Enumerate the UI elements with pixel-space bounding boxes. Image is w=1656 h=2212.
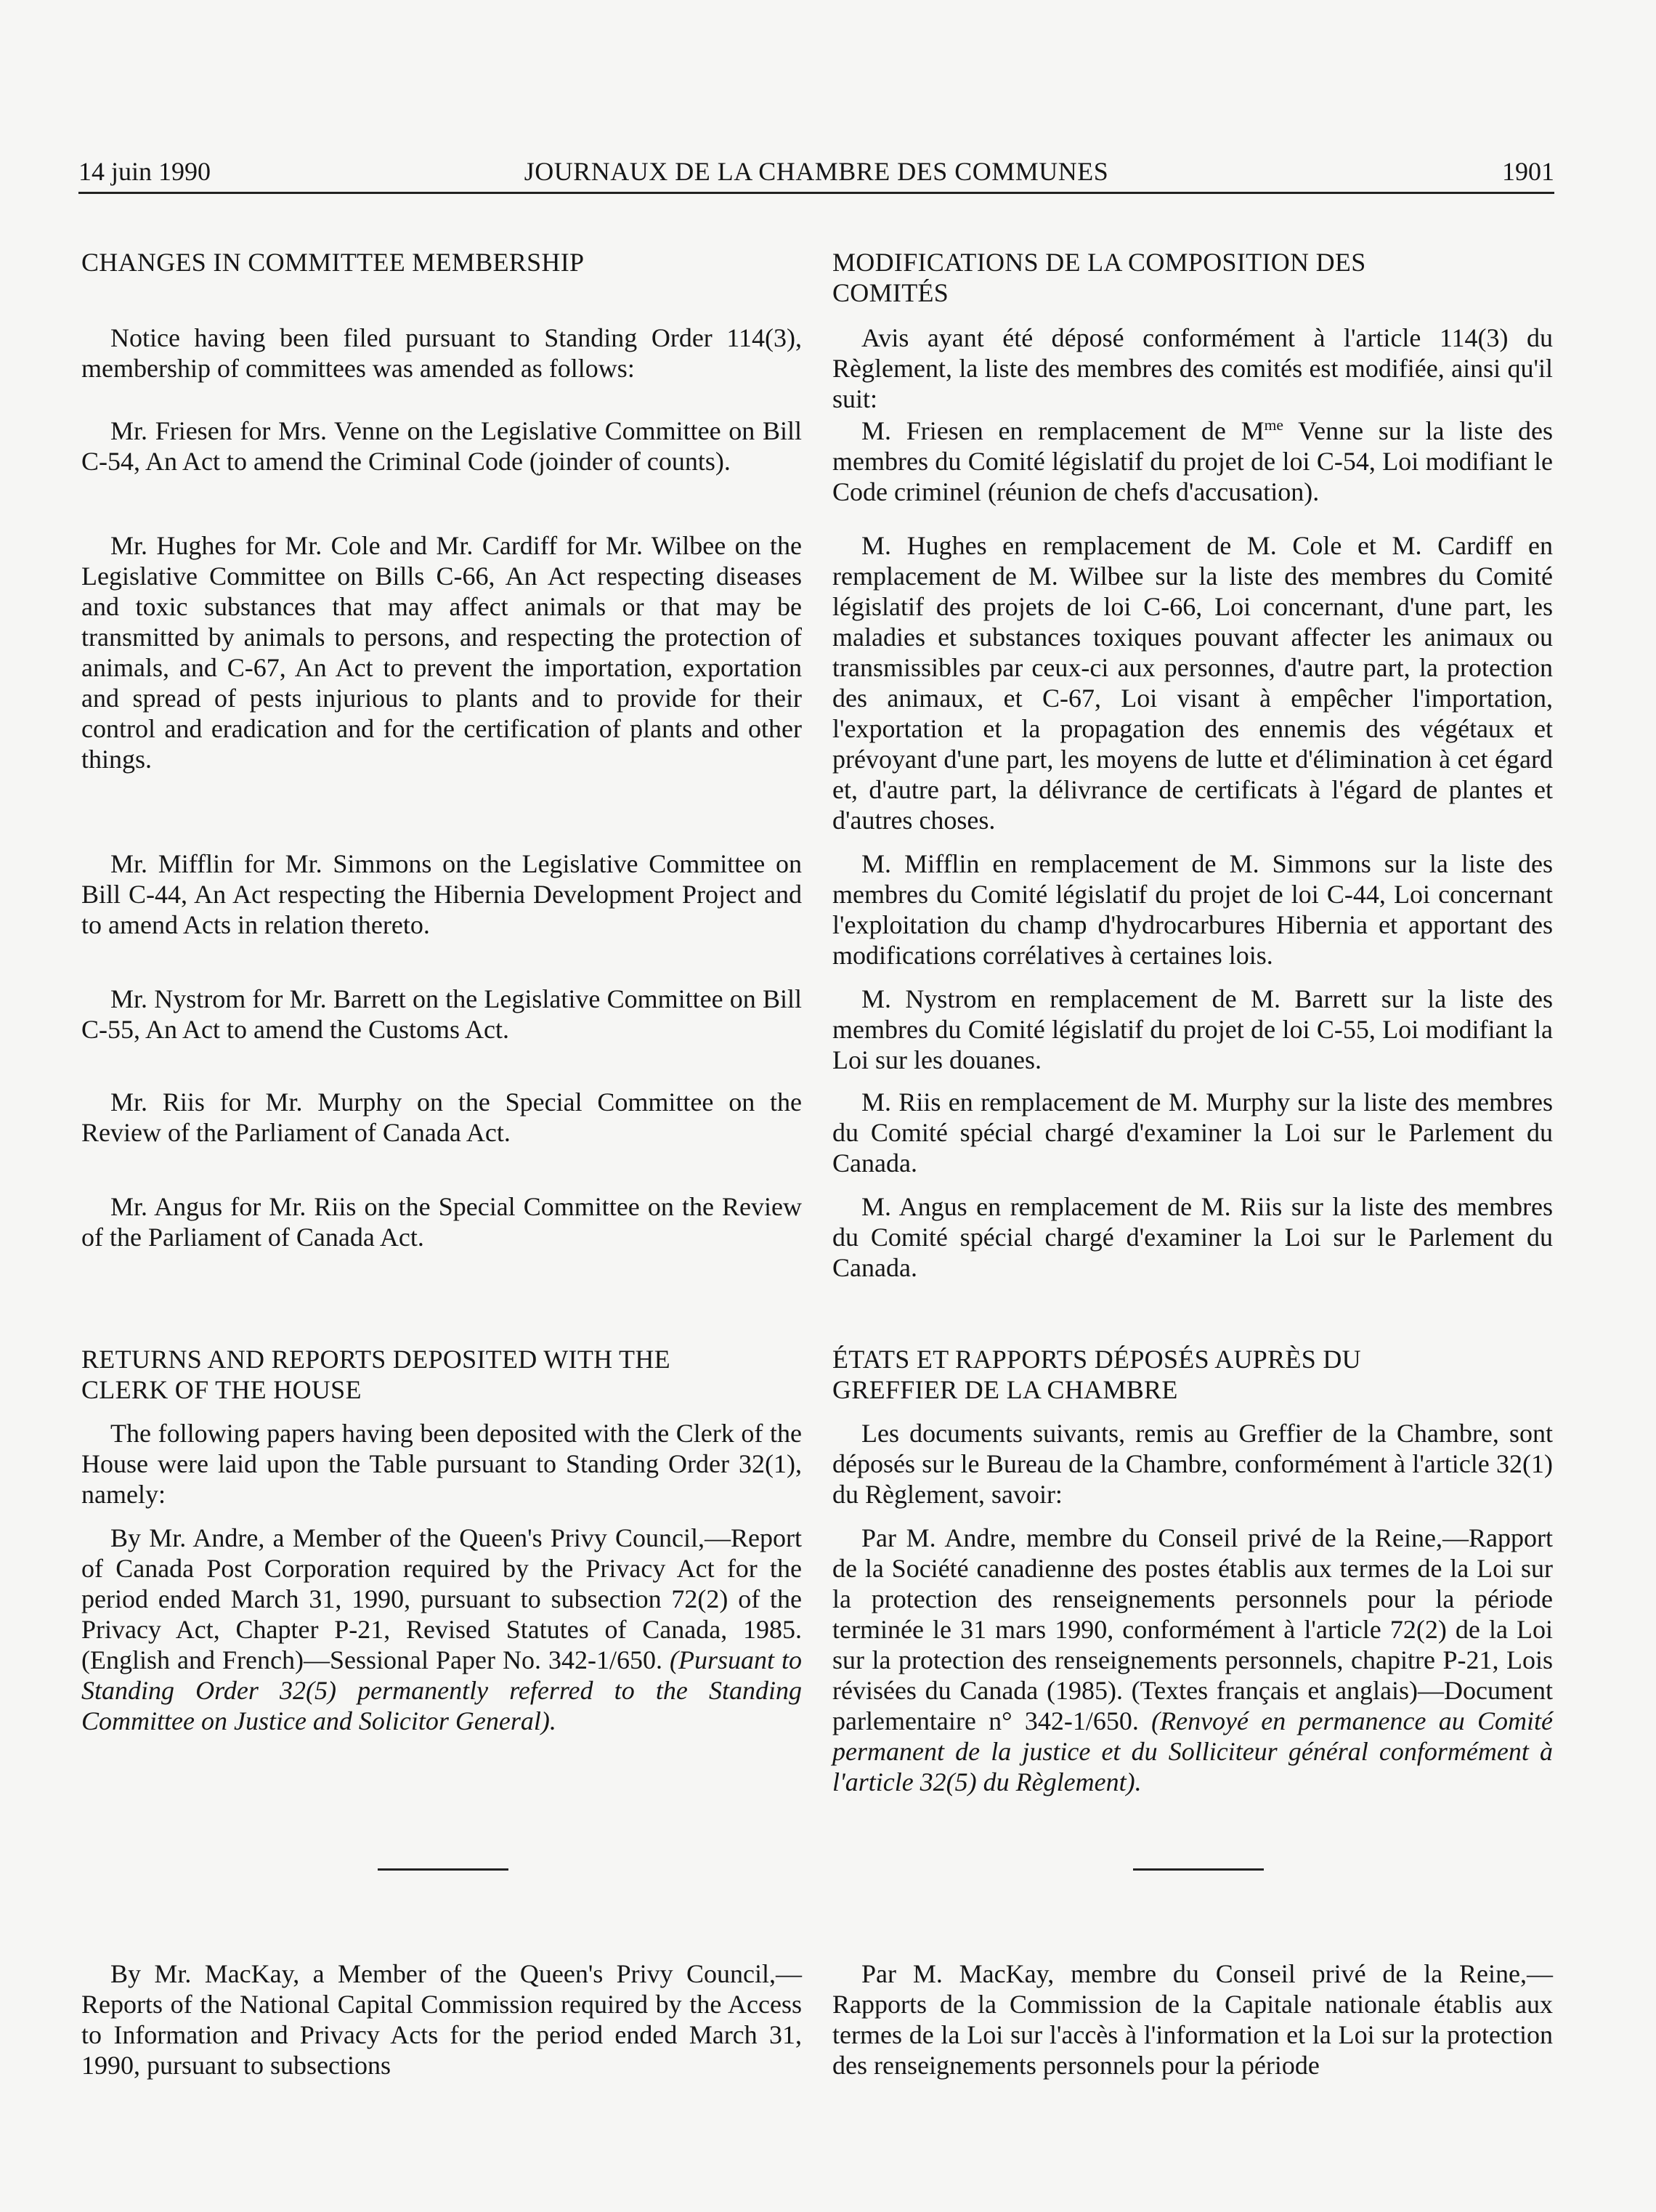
change-paragraph: Mr. Mifflin for Mr. Simmons on the Legislative Committee on Bill C-44, An Act respecting the Hibernia Development Project and to amend Acts in relation thereto. xyxy=(81,849,802,939)
andre-entry-en-text xyxy=(81,1523,802,1736)
mackay-entry-fr-text: Par M. MacKay, membre du Conseil privé de la Reine,—Rapports de la Commission de la Capitale nationale établis aux termes de la Loi sur l'accès à l'information et la Loi sur la protection des renseignements personnels pour la période xyxy=(832,1959,1553,2080)
change-paragraph: Mr. Hughes for Mr. Cole and Mr. Cardiff for Mr. Wilbee on the Legislative Committee on Bills C-66, An Act respecting diseases and toxic substances that may affect animals or that may be transmitted by animals to persons, and respecting the protection of animals, and C-67, An Act to prevent the importation, exportation and spread of pests injurious to plants and to provide for their control and eradication and for the certification of plants and other things. xyxy=(81,531,802,774)
andre-entry-fr-text xyxy=(832,1523,1553,1797)
committee-heading-fr xyxy=(832,247,1553,308)
change-hughes-fr xyxy=(832,530,1553,835)
committee-heading-fr-line2: COMITÉS xyxy=(832,278,949,307)
change-paragraph: M. Mifflin en remplacement de M. Simmons sur la liste des membres du Comité législatif du projet de loi C-44, Loi concernant l'exploitation du champ d'hydrocarbures Hibernia et apportant des modifications corrélatives à certaines lois. xyxy=(832,849,1553,970)
committee-heading-fr-line1: MODIFICATIONS DE LA COMPOSITION DES xyxy=(832,248,1366,277)
change-paragraph: M. Angus en remplacement de M. Riis sur la liste des membres du Comité spécial chargé d'examiner la Loi sur le Parlement du Canada. xyxy=(832,1192,1553,1282)
returns-heading-fr-line2: GREFFIER DE LA CHAMBRE xyxy=(832,1375,1178,1404)
change-riis-fr xyxy=(832,1087,1553,1178)
returns-heading-fr-line1: ÉTATS ET RAPPORTS DÉPOSÉS AUPRÈS DU xyxy=(832,1345,1361,1374)
returns-heading-en-line1: RETURNS AND REPORTS DEPOSITED WITH THE xyxy=(81,1345,670,1374)
committee-intro-en-text: Notice having been filed pursuant to Standing Order 114(3), membership of committees was amended as follows: xyxy=(81,323,802,383)
change-riis-en xyxy=(81,1087,802,1148)
returns-heading-en xyxy=(81,1344,802,1405)
friesen-fr-superscript: me xyxy=(1264,416,1283,434)
change-friesen-fr xyxy=(832,416,1553,507)
change-paragraph: M. Hughes en remplacement de M. Cole et M. Cardiff en remplacement de M. Wilbee sur la liste des membres du Comité législatif des projets de loi C-66, Loi concernant, d'une part, les maladies et substances toxiques pouvant affecter les animaux ou transmissibles par ceux-ci aux personnes, d'autre part, la protection des animaux, et C-67, Loi visant à empêcher l'importation, l'exportation et la propagation des ennemis des végétaux et prévoyant d'une part, les moyens de lutte et d'élimination à cet égard et, d'autre part, la délivrance de certificats à l'égard de plantes et d'autres choses. xyxy=(832,531,1553,835)
change-nystrom-en xyxy=(81,984,802,1045)
committee-heading-en xyxy=(81,247,802,277)
committee-heading-en-text: CHANGES IN COMMITTEE MEMBERSHIP xyxy=(81,248,585,277)
andre-entry-en-body: By Mr. Andre, a Member of the Queen's Privy Council,—Report of Canada Post Corporation required by the Privacy Act for the period ended March 31, 1990, pursuant to subsection 72(2) of the Privacy Act, Chapter P-21, Revised Statutes of Canada, 1985. (English and French)—Sessional Paper No. 342-1/650. xyxy=(81,1523,802,1674)
section-separator-fr xyxy=(1133,1868,1264,1871)
mackay-entry-en xyxy=(81,1958,802,2081)
change-paragraph: Mr. Angus for Mr. Riis on the Special Committee on the Review of the Parliament of Canada Act. xyxy=(81,1192,802,1252)
committee-intro-fr-text: Avis ayant été déposé conformément à l'article 114(3) du Règlement, la liste des membres des comités est modifiée, ainsi qu'il suit: xyxy=(832,323,1553,413)
andre-entry-en xyxy=(81,1523,802,1736)
andre-entry-en-referral: (Pursuant to Standing Order 32(5) permanently referred to the Standing Committee on Justice and Solicitor General). xyxy=(81,1645,802,1735)
returns-intro-en-text: The following papers having been deposited with the Clerk of the House were laid upon the Table pursuant to Standing Order 32(1), namely: xyxy=(81,1419,802,1509)
header-journal-title: JOURNAUX DE LA CHAMBRE DES COMMUNES xyxy=(524,157,1109,186)
friesen-fr-part2: Venne sur la liste des membres du Comité législatif du projet de loi C-54, Loi modifiant le Code criminel (réunion de chefs d'accusation). xyxy=(832,416,1554,506)
mackay-entry-en-text: By Mr. MacKay, a Member of the Queen's Privy Council,—Reports of the National Capital Commission required by the Access to Information and Privacy Acts for the period ended March 31, 1990, pursuant to subsections xyxy=(81,1959,802,2080)
header-rule xyxy=(78,192,1554,194)
change-paragraph: M. Nystrom en remplacement de M. Barrett sur la liste des membres du Comité législatif du projet de loi C-55, Loi modifiant la Loi sur les douanes. xyxy=(832,984,1553,1074)
returns-heading-fr xyxy=(832,1344,1553,1405)
section-separator-en xyxy=(378,1868,508,1871)
change-hughes-en xyxy=(81,530,802,774)
header-date: 14 juin 1990 xyxy=(78,157,211,186)
change-mifflin-en xyxy=(81,848,802,940)
friesen-fr-part1: M. Friesen en remplacement de M xyxy=(861,416,1265,445)
change-mifflin-fr xyxy=(832,848,1553,971)
committee-intro-fr xyxy=(832,323,1553,414)
returns-intro-fr xyxy=(832,1418,1553,1510)
running-header xyxy=(78,153,1554,190)
returns-intro-fr-text: Les documents suivants, remis au Greffier de la Chambre, sont déposés sur le Bureau de la Chambre, conformément à l'article 32(1) du Règlement, savoir: xyxy=(832,1419,1553,1509)
mackay-entry-fr xyxy=(832,1958,1553,2081)
andre-entry-fr xyxy=(832,1523,1553,1797)
change-paragraph: Mr. Riis for Mr. Murphy on the Special Committee on the Review of the Parliament of Canada Act. xyxy=(81,1087,802,1147)
change-paragraph: Mr. Nystrom for Mr. Barrett on the Legislative Committee on Bill C-55, An Act to amend the Customs Act. xyxy=(81,984,802,1044)
change-angus-en xyxy=(81,1191,802,1252)
andre-entry-fr-body: Par M. Andre, membre du Conseil privé de la Reine,—Rapport de la Société canadienne des postes établis aux termes de la Loi sur la protection des renseignements personnels pour la période terminée le 31 mars 1990, conformément à l'article 72(2) de la Loi sur la protection des renseignements personnels, chapitre P-21, Lois révisées du Canada (1985). (Textes français et anglais)—Document parlementaire n° 342-1/650. xyxy=(832,1523,1553,1735)
returns-intro-en xyxy=(81,1418,802,1510)
change-nystrom-fr xyxy=(832,984,1553,1075)
header-page-number: 1901 xyxy=(1502,157,1554,186)
change-angus-fr xyxy=(832,1191,1553,1283)
change-paragraph: Mr. Friesen for Mrs. Venne on the Legislative Committee on Bill C-54, An Act to amend the Criminal Code (joinder of counts). xyxy=(81,416,802,476)
andre-entry-fr-referral: (Renvoyé en permanence au Comité permanent de la justice et du Solliciteur général conformément à l'article 32(5) du Règlement). xyxy=(832,1706,1554,1796)
returns-heading-en-line2: CLERK OF THE HOUSE xyxy=(81,1375,362,1404)
change-paragraph: M. Riis en remplacement de M. Murphy sur la liste des membres du Comité spécial chargé d'examiner la Loi sur le Parlement du Canada. xyxy=(832,1087,1553,1178)
change-friesen-en xyxy=(81,416,802,477)
change-paragraph xyxy=(832,416,1553,507)
committee-intro-en xyxy=(81,323,802,384)
